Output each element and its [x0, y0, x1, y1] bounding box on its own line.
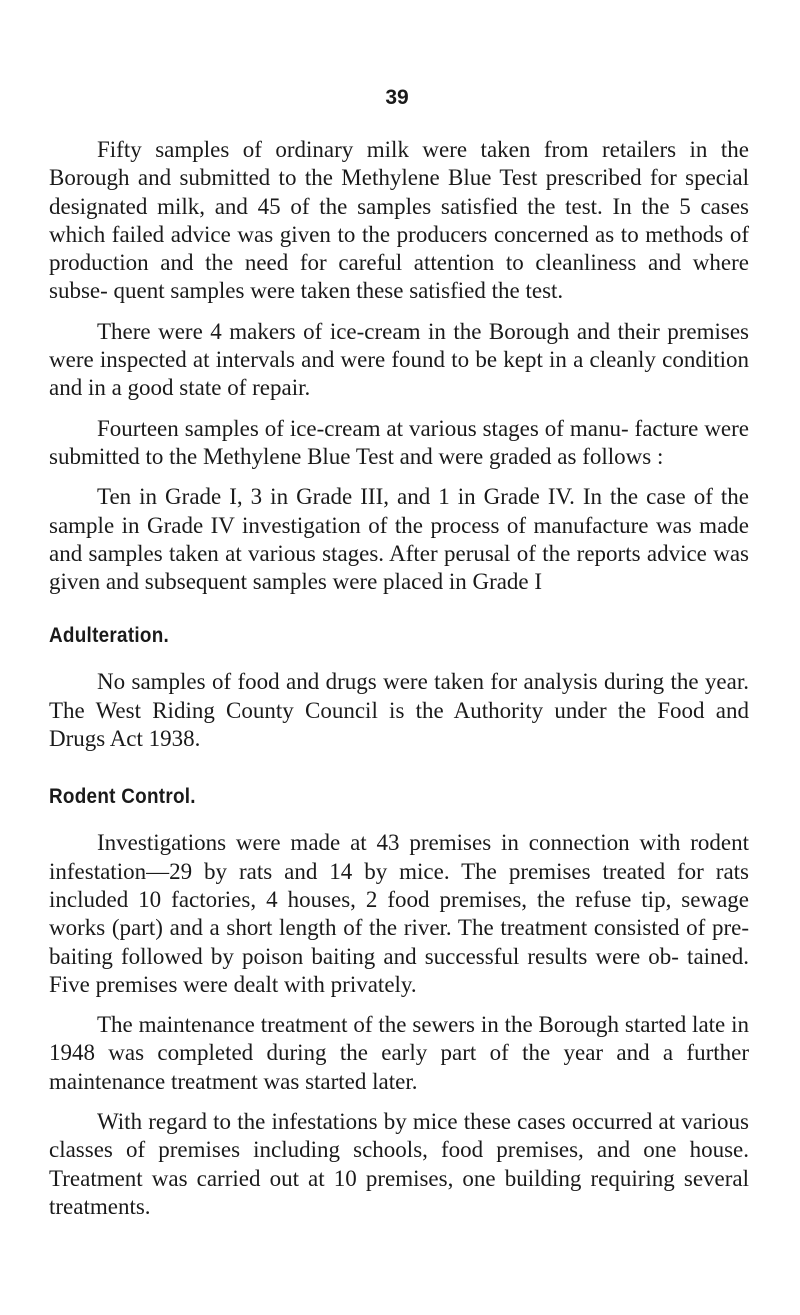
page-body [49, 136, 749, 1221]
grading-results-paragraph: Ten in Grade I, 3 in Grade III, and 1 in Grade IV. In the case of the sample in Grade IV investigation of the process of manufacture was made and samples taken at various stages. After perusal of the reports advice was given and subsequent samples were placed in Grade I [49, 484, 749, 595]
rodent-investigations-paragraph: Investigations were made at 43 premises in connection with rodent infestation—29 by rats and 14 by mice. The premises treated for rats included 10 factories, 4 houses, 2 food premises, the refuse tip, sewage works (part) and a short length of the river. The treatment consisted of pre-baiting followed by poison baiting and successful results were ob- tained. Five premises were dealt with privately. [49, 830, 749, 997]
page-number: 39 [385, 86, 409, 109]
adulteration-paragraph: No samples of food and drugs were taken for analysis during the year. The West Riding County Council is the Authority under the Food and Drugs Act 1938. [49, 669, 749, 752]
adulteration-heading: Adulteration. [49, 624, 170, 648]
ice-cream-makers-paragraph: There were 4 makers of ice-cream in the Borough and their premises were inspected at intervals and were found to be kept in a cleanly condition and in a good state of repair. [49, 318, 749, 401]
ice-cream-samples-paragraph: Fourteen samples of ice-cream at various stages of manu- facture were submitted to the Methylene Blue Test and were graded as follows : [49, 415, 749, 469]
milk-samples-paragraph: Fifty samples of ordinary milk were taken from retailers in the Borough and submitted to the Methylene Blue Test prescribed for special designated milk, and 45 of the samples satisfied the test. In the 5 cases which failed advice was given to the producers concerned as to methods of production and the need for careful attention to cleanliness and where subse- quent samples were taken these satisfied the test. [49, 137, 749, 304]
mice-infestations-paragraph: With regard to the infestations by mice these cases occurred at various classes of premises including schools, food premises, and one house. Treatment was carried out at 10 premises, one building requiring several treatments. [49, 1109, 749, 1219]
rodent-control-heading: Rodent Control. [49, 785, 196, 809]
sewer-maintenance-paragraph: The maintenance treatment of the sewers in the Borough started late in 1948 was completed during the early part of the year and a further maintenance treatment was started later. [49, 1012, 749, 1094]
